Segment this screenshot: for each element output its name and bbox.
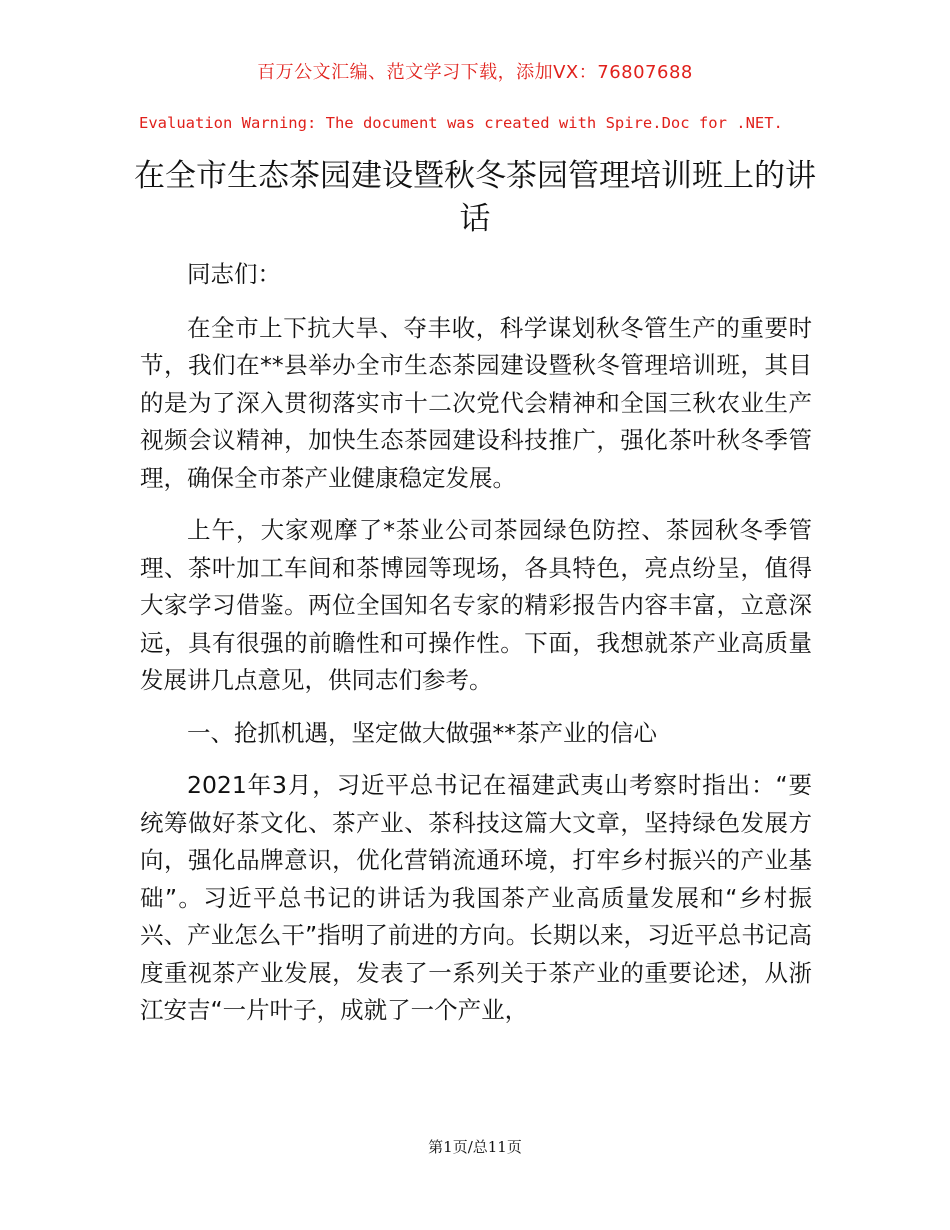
salutation: 同志们：	[187, 260, 281, 288]
document-title: 在全市生态茶园建设暨秋冬茶园管理培训班上的讲话	[134, 158, 816, 237]
paragraph-intro: 在全市上下抗大旱、夺丰收，科学谋划秋冬管生产的重要时节，我们在**县举办全市生态茶园建设暨秋冬管理培训班，其目的是为了深入贯彻落实市十二次党代会精神和全国三秋农业生产视频会议精神，加快生态茶园建设科技推广，强化茶叶秋冬季管理，确保全市茶产业健康稳定发展。	[140, 313, 812, 492]
paragraph-section-1: 2021年3月，习近平总书记在福建武夷山考察时指出：“要统筹做好茶文化、茶产业、茶科技这篇大文章，坚持绿色发展方向，强化品牌意识，优化营销流通环境，打牢乡村振兴的产业基础”。习近平总书记的讲话为我国茶产业高质量发展和“乡村振兴、产业怎么干”指明了前进的方向。长期以来，习近平总书记高度重视茶产业发展，发表了一系列关于茶产业的重要论述，从浙江安吉“一片叶子，成就了一个产业，	[140, 771, 812, 1024]
paragraph-observation: 上午，大家观摩了*茶业公司茶园绿色防控、茶园秋冬季管理、茶叶加工车间和茶博园等现场，各具特色，亮点纷呈，值得大家学习借鉴。两位全国知名专家的精彩报告内容丰富，立意深远，具有很强的前瞻性和可操作性。下面，我想就茶产业高质量发展讲几点意见，供同志们参考。	[140, 516, 812, 694]
header-promo-text: 百万公文汇编、范文学习下载，添加VX：76807688	[257, 62, 693, 83]
section-heading-1: 一、抢抓机遇，坚定做大做强**茶产业的信心	[187, 718, 657, 747]
page-indicator: 第1页/总11页	[428, 1138, 522, 1156]
evaluation-warning: Evaluation Warning: The document was created with Spire.Doc for .NET.	[139, 114, 783, 132]
document-body	[140, 256, 812, 1045]
